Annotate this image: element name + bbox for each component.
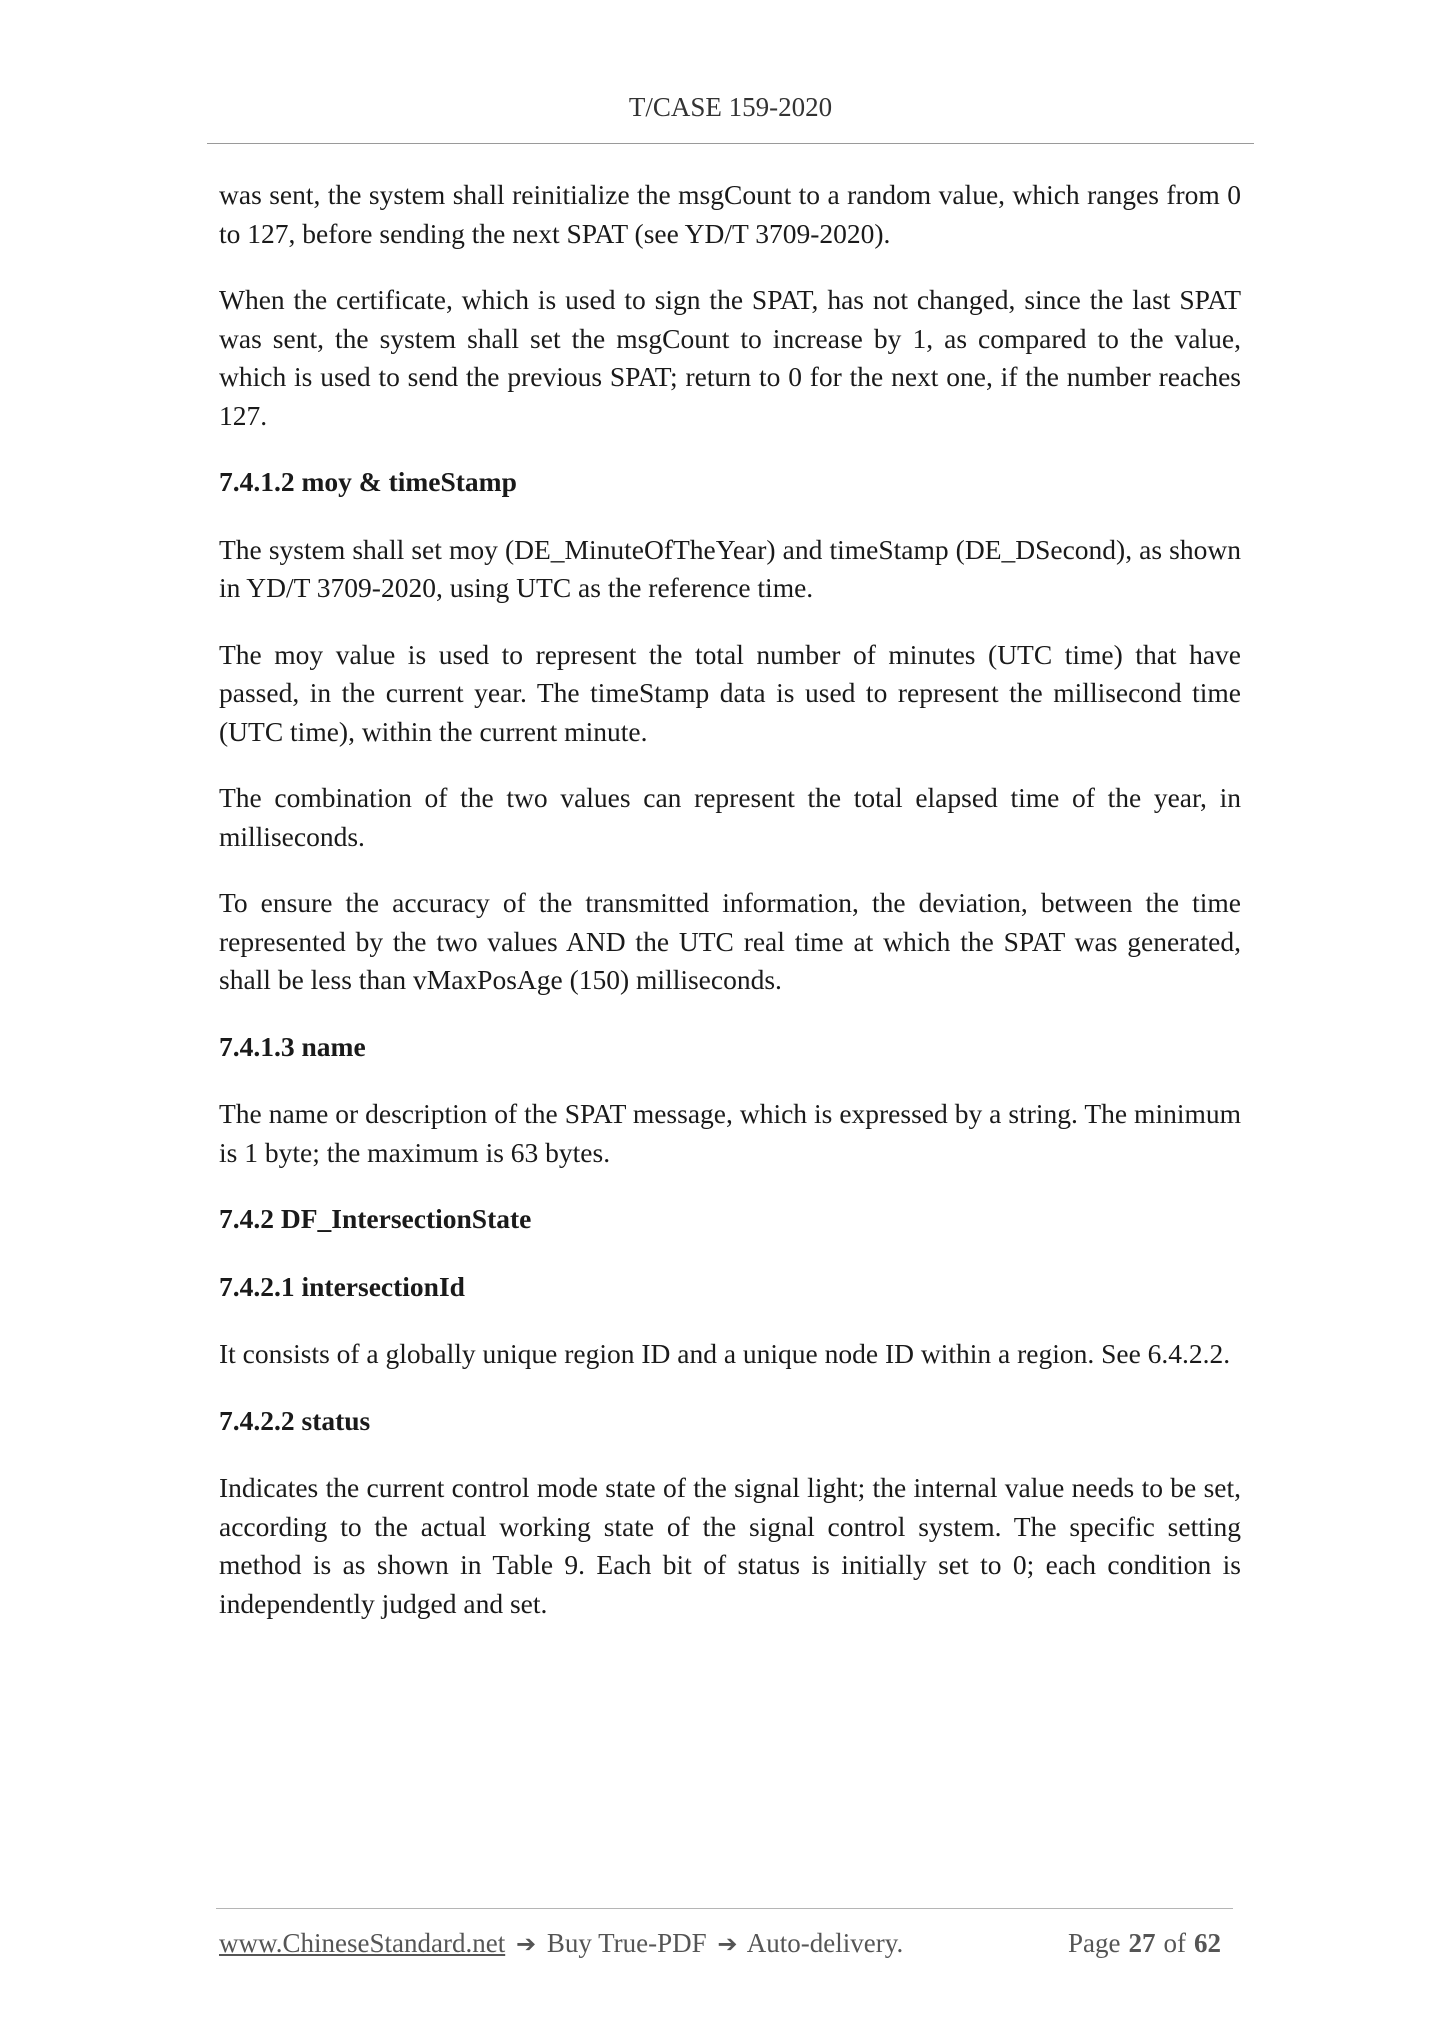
paragraph: The combination of the two values can represent the total elapsed time of the year, in milliseconds. [219, 782, 1241, 852]
website-link[interactable]: www.ChineseStandard.net [219, 1928, 506, 1958]
paragraph: To ensure the accuracy of the transmitted information, the deviation, between the time represented by the two values AND the UTC real time at which the SPAT was generated, shall be less than vMaxPosAge (150) milliseconds. [219, 887, 1241, 995]
paragraph: was sent, the system shall reinitialize the msgCount to a random value, which ranges from 0 to 127, before sending the next SPAT (see YD/T 3709-2020). [219, 179, 1241, 249]
right-arrow-icon: ➔ [717, 1930, 738, 1958]
page-number [1068, 1928, 1229, 1959]
current-page: 27 [1128, 1928, 1156, 1958]
paragraph: The name or description of the SPAT message, which is expressed by a string. The minimum is 1 byte; the maximum is 63 bytes. [219, 1098, 1241, 1168]
footer-divider [216, 1908, 1233, 1909]
paragraph: The system shall set moy (DE_MinuteOfTheYear) and timeStamp (DE_DSecond), as shown in YD/T 3709-2020, using UTC as the reference time. [219, 533, 1241, 603]
section-heading: 7.4.2.2 status [219, 1404, 371, 1436]
page-label: Page [1068, 1928, 1121, 1958]
section-heading: 7.4.1.2 moy & timeStamp [219, 466, 517, 497]
section-heading: 7.4.2 DF_IntersectionState [219, 1203, 532, 1234]
section-heading: 7.4.1.3 name [219, 1030, 366, 1062]
header-divider [207, 143, 1254, 144]
paragraph: It consists of a globally unique region ID and a unique node ID within a region. See 6.4.2.2. [219, 1338, 1231, 1369]
of-label: of [1163, 1928, 1186, 1958]
total-pages: 62 [1194, 1928, 1221, 1958]
section-heading: 7.4.2.1 intersectionId [219, 1270, 465, 1302]
document-id-header: T/CASE 159-2020 [628, 92, 833, 122]
page-content [219, 176, 1241, 1651]
paragraph: The moy value is used to represent the total number of minutes (UTC time) that have passed, in the current year. The timeStamp data is used to represent the millisecond time (UTC time), within the current minute. [219, 638, 1241, 747]
footer-links [219, 1928, 903, 1959]
paragraph: Indicates the current control mode state of the signal light; the internal value needs to be set, according to the actual working state of the signal control system. The specific setting method is as shown in Table 9. Each bit of status is initially set to 0; each condition is independently judged and set. [219, 1472, 1241, 1619]
auto-delivery-text: Auto-delivery. [746, 1928, 904, 1958]
buy-pdf-text: Buy True-PDF [546, 1928, 707, 1958]
right-arrow-icon: ➔ [515, 1930, 537, 1958]
paragraph: When the certificate, which is used to sign the SPAT, has not changed, since the last SPAT was sent, the system shall set the msgCount to increase by 1, as compared to the value, which is used to send the previous SPAT; return to 0 for the next one, if the number reaches 127. [219, 284, 1241, 431]
page-footer [219, 1928, 1229, 1968]
